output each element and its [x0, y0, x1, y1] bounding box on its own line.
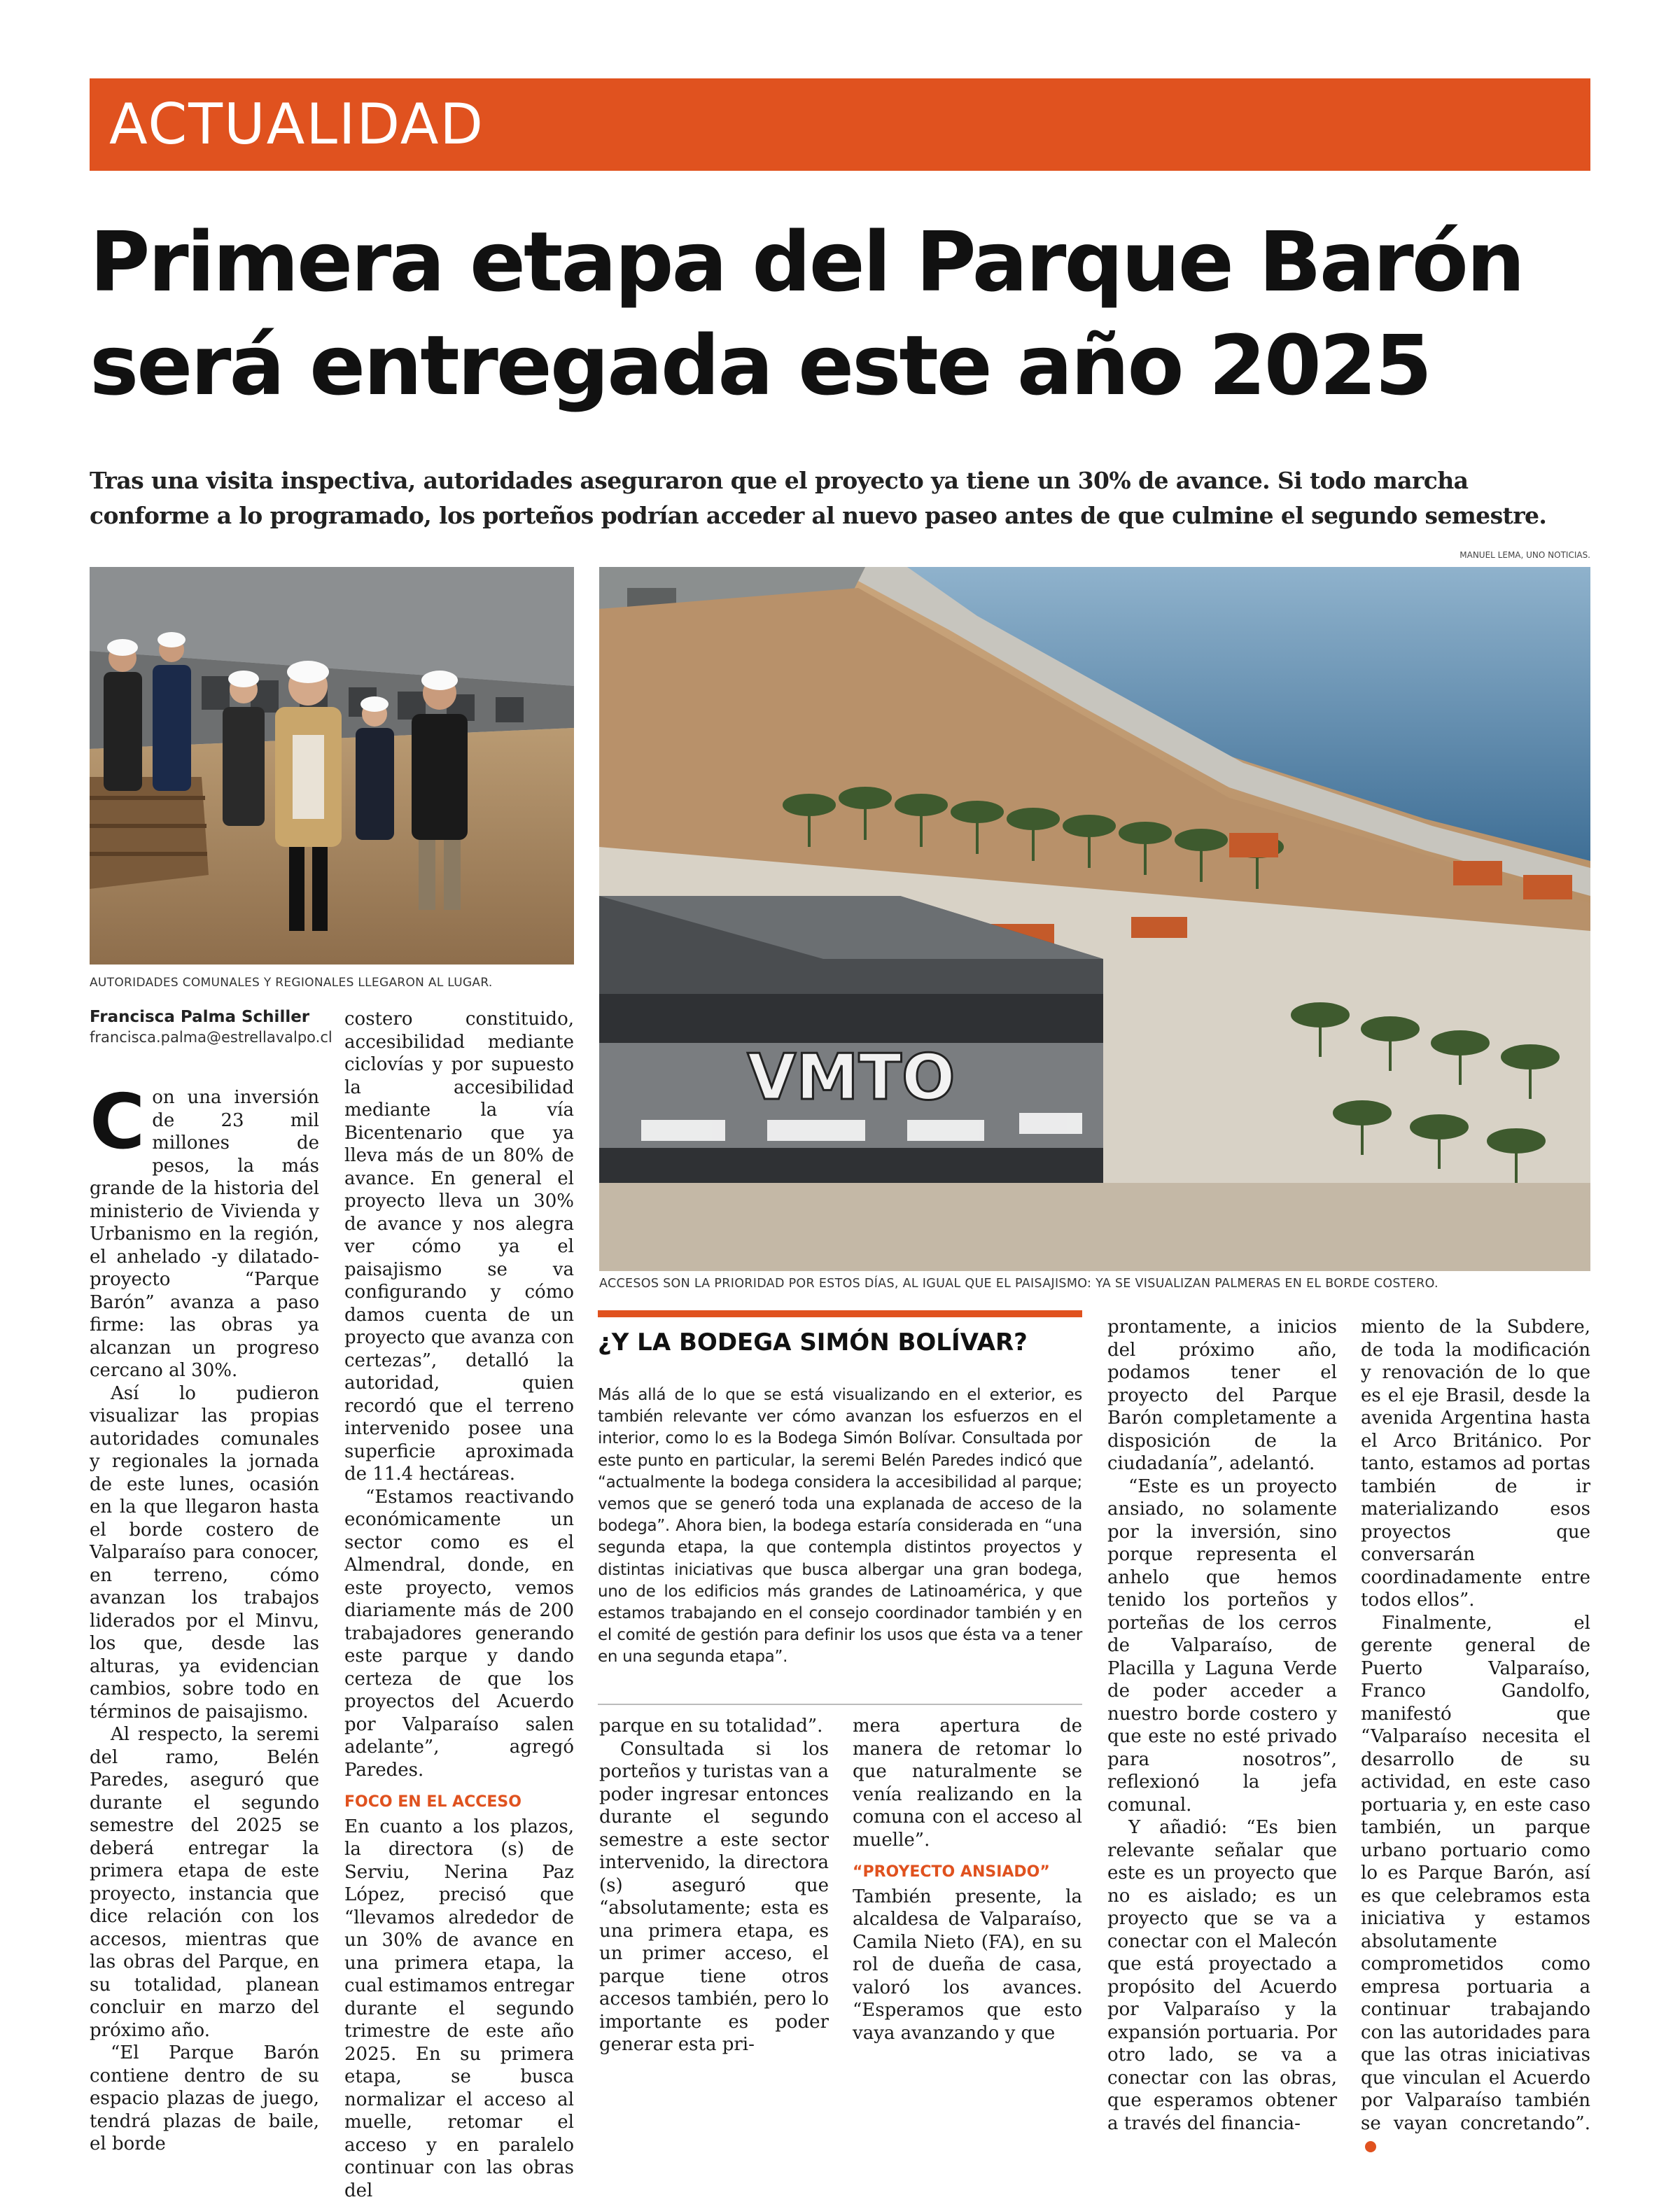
- col1-paragraph-4: “El Parque Barón contiene dentro de su espacio plazas de juego, tendrá plazas de baile, el borde: [90, 2042, 319, 2156]
- byline-email[interactable]: francisca.palma@estrellavalpo.cl: [90, 1029, 332, 1046]
- subhead-proyecto-ansiado: “PROYECTO ANSIADO”: [853, 1861, 1082, 1884]
- col6-paragraph-2: [1361, 1612, 1590, 2158]
- col4-paragraph-2: También presente, la alcaldesa de Valparaíso, Camila Nieto (FA), en su rol de dueña de casa, valoró los avances. “Esperamos que esto vaya avanzando y que: [853, 1886, 1082, 2045]
- park-aerial-photo: [599, 567, 1590, 1271]
- col5-paragraph-3: Y añadió: “Es bien relevante señalar que este es un proyecto que no es aislado; es un proyecto que se va a conectar con el Malecón que está proyectado a propósito del Acuerdo por Valparaíso y la expansión portuaria. Por otro lado, se va a conectar con las obras, que esperamos obtener a través del financia-: [1107, 1816, 1337, 2135]
- deck-line-2: conforme a lo programado, los porteños podrían acceder al nuevo paseo antes de que culmine el segundo semestre.: [90, 498, 1595, 533]
- col1-paragraph-2: Así lo pudieron visualizar las propias autoridades comunales y regionales la jornada de este lunes, ocasión en la que llegaron hasta el borde costero de Valparaíso para conocer, en terreno, cómo avanzan los trabajos liderados por el Minvu, los que, desde las alturas, ya evidencian cambios, sobre todo en términos de paisajismo.: [90, 1382, 319, 1724]
- byline-name: Francisca Palma Schiller: [90, 1008, 309, 1026]
- box-title: ¿Y LA BODEGA SIMÓN BOLÍVAR?: [598, 1328, 1028, 1356]
- section-bar: [90, 78, 1590, 171]
- box-body: Más allá de lo que se está visualizando en el exterior, es también relevante ver cómo avanzan los esfuerzos en el interior, como lo es la Bodega Simón Bolívar. Consultada por este punto en particular, la seremi Belén Paredes indicó que “actualmente la bodega considera la accesibilidad al parque; vemos que se generó toda una explanada de acceso de la bodega”. Ahora bien, la bodega estaría considerada en “una segunda etapa, la que contempla distintos proyectos y distintas iniciativas que busca albergar una gran bodega, uno de los edificios más grandes de Latinoamérica, y que estamos trabajando en el consejo coordinador también y en el comité de gestión para definir los usos que ésta va a tener en una segunda etapa”.: [598, 1384, 1082, 1669]
- deck: [90, 463, 1595, 533]
- subhead-foco-acceso: FOCO EN EL ACCESO: [344, 1791, 574, 1814]
- col6-paragraph-1: miento de la Subdere, de toda la modificación y renovación de lo que es el eje Brasil, desde la avenida Argentina hasta el Arco Británico. Por tanto, estamos ad portas también de ir materializando esos proyectos que conversarán coordinadamente entre todos ellos”.: [1361, 1316, 1590, 1612]
- deck-line-1: Tras una visita inspectiva, autoridades aseguraron que el proyecto ya tiene un 30% de avance. Si todo marcha: [90, 463, 1595, 498]
- col2-paragraph-1: costero constituido, accesibilidad mediante ciclovías y por supuesto la accesibilidad mediante la vía Bicentenario que ya lleva más de un 80% de avance. En general el proyecto lleva un 30% de avance y nos alegra ver cómo ya el paisajismo se va configurando y cómo damos cuenta de un proyecto que avanza con certezas”, detalló la autoridad, quien recordó que el terreno intervenido posee una superficie aproximada de 11.4 hectáreas.: [344, 1008, 574, 1486]
- article-column-3: [599, 1715, 829, 2056]
- section-label: ACTUALIDAD: [109, 90, 484, 160]
- article-column-4: [853, 1715, 1082, 2045]
- col2-paragraph-3: En cuanto a los plazos, la directora (s) de Serviu, Nerina Paz López, precisó que “llevamos alrededor de un 30% de avance en una primera etapa, la cual estimamos entregar durante el segundo trimestre de este año 2025. En su primera etapa, se busca normalizar el acceso al muelle, retomar el acceso y en paralelo continuar con las obras del: [344, 1816, 574, 2202]
- headline-line-1: Primera etapa del Parque Barón: [90, 210, 1590, 314]
- box-accent-bar: [598, 1310, 1082, 1317]
- col3-paragraph-2: Consultada si los porteños y turistas van a poder ingresar entonces durante el segundo semestre a este sector intervenido, la directora (s) aseguró que “absolutamente; esta es una primera etapa, es un primer acceso, el parque tiene otros accesos también, pero lo importante es poder generar esta pri-: [599, 1738, 829, 2056]
- article-column-1: [90, 1086, 319, 2156]
- park-photo-caption: ACCESOS SON LA PRIORIDAD POR ESTOS DÍAS, AL IGUAL QUE EL PAISAJISMO: YA SE VISUALIZAN PALMERAS EN EL BORDE COSTERO.: [599, 1277, 1590, 1291]
- officials-photo-illustration: [90, 567, 574, 965]
- box-bottom-rule: [598, 1704, 1082, 1705]
- col5-paragraph-1: prontamente, a inicios del próximo año, podamos tener el proyecto del Parque Barón completamente a disposición de la ciudadanía”, adelantó.: [1107, 1316, 1337, 1475]
- photo-credit: MANUEL LEMA, UNO NOTICIAS.: [1365, 550, 1590, 560]
- graffiti-text: VMTO: [747, 1041, 955, 1114]
- officials-photo: [90, 567, 574, 965]
- col1-paragraph-3: Al respecto, la seremi del ramo, Belén Paredes, aseguró que durante el segundo semestre del 2025 se deberá entregar la primera etapa de este proyecto, instancia que dice relación con los accesos, mientras que las obras del Parque, en su totalidad, planean concluir en marzo del próximo año.: [90, 1723, 319, 2042]
- drop-cap: C: [90, 1091, 145, 1155]
- headline-line-2: será entregada este año 2025: [90, 314, 1590, 417]
- park-aerial-illustration: [599, 567, 1590, 1271]
- col5-paragraph-2: “Este es un proyecto ansiado, no solamente por la inversión, sino porque representa el anhelo que hemos tenido los porteños y porteñas de los cerros de Valparaíso, de Placilla y Laguna Verde de poder acceder a nuestro borde costero y que este no esté privado para nosotros”, reflexionó la jefa comunal.: [1107, 1475, 1337, 1817]
- end-of-article-icon: [1365, 2141, 1376, 2152]
- article-column-5: [1107, 1316, 1337, 2135]
- article-column-6: [1361, 1316, 1590, 2158]
- col4-paragraph-1: mera apertura de manera de retomar lo que naturalmente se venía realizando en la comuna con el acceso al muelle”.: [853, 1715, 1082, 1851]
- col1-paragraph-1: on una inversión de 23 mil millones de pesos, la más grande de la historia del ministerio de Vivienda y Urbanismo en la región, el anhelado -y dilatado- proyecto “Parque Barón” avanza a paso firme: las obras ya alcanzan un progreso cercano al 30%.: [90, 1087, 319, 1381]
- col6-paragraph-2-text: Finalmente, el gerente general de Puerto Valparaíso, Franco Gandolfo, manifestó que “Valparaíso necesita el desarrollo de su actividad, en este caso portuaria y, en este caso también, un parque urbano portuario como lo es Parque Barón, así es que celebramos esta iniciativa y estamos absolutamente comprometidos como empresa portuaria a continuar trabajando con las autoridades para que las otras iniciativas que vinculan el Acuerdo por Valparaíso también se vayan concretando”.: [1361, 1613, 1590, 2134]
- col2-paragraph-2: “Estamos reactivando económicamente un sector como es el Almendral, donde, en este proyecto, vemos diariamente más de 200 trabajadores generando este parque y dando certeza de que los proyectos del Acuerdo por Valparaíso salen adelante”, agregó Paredes.: [344, 1486, 574, 1782]
- headline: [90, 210, 1590, 417]
- col3-paragraph-1: parque en su totalidad”.: [599, 1715, 829, 1738]
- officials-photo-caption: AUTORIDADES COMUNALES Y REGIONALES LLEGARON AL LUGAR.: [90, 976, 574, 990]
- article-column-2: [344, 1008, 574, 2202]
